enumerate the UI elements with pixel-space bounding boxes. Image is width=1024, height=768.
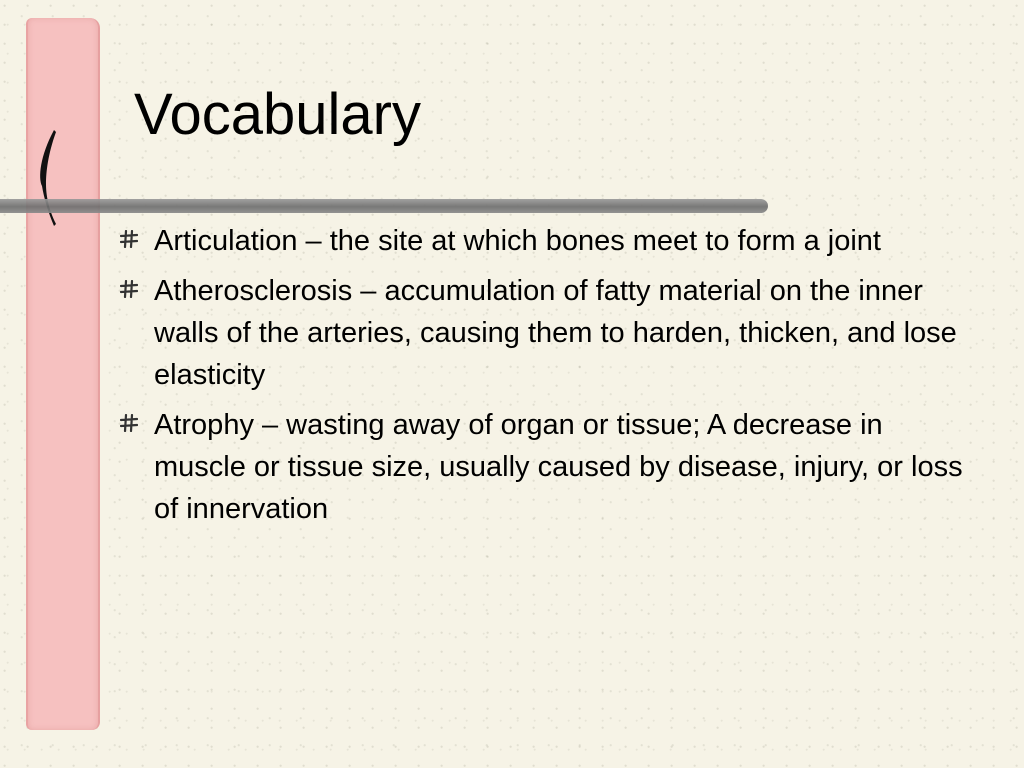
slide-title: Vocabulary [134,82,421,147]
list-item [116,404,966,530]
bracket-decoration-icon [34,128,58,228]
vocab-item-text: Atherosclerosis – accumulation of fatty material on the inner walls of the arteries, causing them to harden, thicken, and lose elasticity [154,275,957,391]
hash-bullet-icon [120,230,138,248]
list-item [116,270,966,396]
vocab-item-text: Atrophy – wasting away of organ or tissue; A decrease in muscle or tissue size, usually caused by disease, injury, or loss of innervation [154,409,963,525]
decorative-pink-bar [26,18,100,730]
title-divider [0,199,768,213]
list-item [116,220,966,262]
vocabulary-list [116,220,966,538]
vocab-item-text: Articulation – the site at which bones meet to form a joint [154,225,881,257]
hash-bullet-icon [120,414,138,432]
hash-bullet-icon [120,280,138,298]
